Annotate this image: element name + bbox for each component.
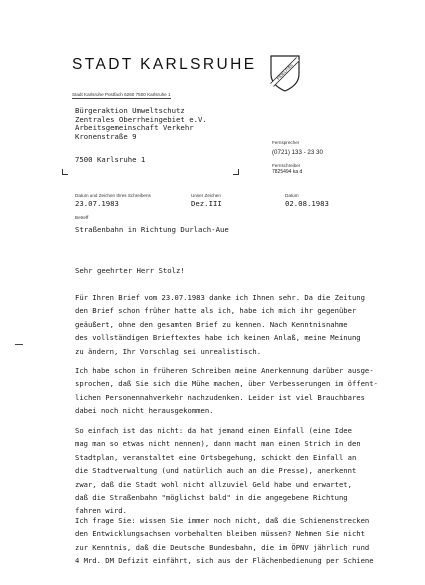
- paragraph-line: Ich frage Sie: wissen Sie immer noch nicht, daß die Schienenstrecken: [75, 516, 370, 525]
- subject-text: Straßenbahn in Richtung Durlach-Aue: [75, 225, 229, 234]
- letterhead-title: STADT KARLSRUHE: [72, 56, 257, 73]
- paragraph: [75, 514, 374, 568]
- date-label: Datum: [285, 193, 299, 198]
- paragraph-line: zwar, daß die Stadt wohl nicht allzuviel Geld habe und erwartet,: [75, 479, 352, 489]
- your-reference-date: 23.07.1983: [75, 199, 119, 208]
- paragraph-line: den Entwicklungsachsen vorbehalten bleiben müssen? Nehmen Sie nicht: [75, 529, 365, 539]
- recipient-city: 7500 Karlsruhe 1: [75, 155, 146, 164]
- telex-label: Fernschreiber: [272, 163, 301, 168]
- recipient-line: Arbeitsgemeinschaft Verkehr: [75, 123, 194, 133]
- paragraph-line: Stadtplan, veranstaltet eine Ortsbegehung, schickt den Einfall an: [75, 452, 357, 462]
- margin-mark: [15, 344, 23, 345]
- paragraph-line: daß die Straßenbahn "möglichst bald" in die angegebene Richtung: [75, 492, 348, 502]
- paragraph-line: die Stadtverwaltung (und natürlich auch an die Presse), anerkennt: [75, 466, 357, 476]
- your-reference-label: Datum und Zeichen Ihres Schreibens: [75, 193, 151, 198]
- subject-label: Betreff: [75, 215, 89, 220]
- fold-mark-left: [62, 169, 68, 175]
- phone-number: (0721) 133 - 23 30: [272, 149, 323, 156]
- phone-label: Fernsprecher: [272, 140, 300, 145]
- paragraph-line: des vollständigen Brieftextes habe ich keinen Anlaß, meine Meinung: [75, 333, 361, 343]
- paragraph-line: dabei noch nicht herausgekommen.: [75, 406, 214, 416]
- paragraph-line: geäußert, ohne den gesamten Brief zu kennen. Nach Kenntnisnahme: [75, 319, 348, 329]
- sender-return-address: Stadt Karlsruhe Postfach 6260 7500 Karlsruhe 1: [72, 92, 171, 97]
- paragraph-line: lichen Personennahverkehr nachzudenken. Leider ist viel Brauchbares: [75, 392, 365, 402]
- recipient-line: Bürgeraktion Umweltschutz: [75, 106, 185, 115]
- city-crest-icon: [268, 54, 302, 92]
- paragraph-line: fahren wird.: [75, 506, 127, 516]
- paragraph-line: zur Kenntnis, daß die Deutsche Bundesbahn, die im ÖPNV jährlich rund: [75, 542, 370, 552]
- recipient-line: Kronenstraße 9: [75, 131, 137, 141]
- fold-mark-right: [233, 169, 239, 175]
- paragraph-line: Für Ihren Brief vom 23.07.1983 danke ich Ihnen sehr. Da die Zeitung: [75, 293, 365, 302]
- paragraph: [75, 424, 361, 518]
- paragraph-line: 4 Mrd. DM Defizit einfährt, sich aus der Flächenbedienung per Schiene: [75, 556, 374, 566]
- recipient-address: [75, 107, 207, 141]
- our-reference-code: Dez.III: [191, 199, 222, 208]
- paragraph-line: mag man so etwas nicht nennen), dann macht man einen Strich in den: [75, 439, 361, 449]
- salutation: Sehr geehrter Herr Stolz!: [75, 266, 185, 275]
- crest-motto: FIDELITAS: [275, 62, 294, 81]
- our-reference-label: Unser Zeichen: [191, 193, 221, 198]
- paragraph: [75, 291, 365, 358]
- paragraph-line: Ich habe schon in früheren Schreiben meine Anerkennung darüber ausge-: [75, 366, 374, 375]
- letter-date: 02.08.1983: [285, 199, 329, 208]
- telex-number: 7825494 ka d: [272, 169, 303, 175]
- paragraph-line: sprochen, daß Sie sich die Mühe machen, über Verbesserungen im öffent-: [75, 379, 378, 389]
- recipient-line: Zentrales Oberrheingebiet e.V.: [75, 114, 207, 124]
- paragraph: [75, 364, 378, 418]
- paragraph-line: So einfach ist das nicht: da hat jemand einen Einfall (eine Idee: [75, 426, 352, 435]
- paragraph-line: den Brief schon früher hatte als ich, habe ich mich ihr gegenüber: [75, 306, 357, 316]
- paragraph-line: zu ändern, Ihr Vorschlag sei unrealistisch.: [75, 346, 262, 356]
